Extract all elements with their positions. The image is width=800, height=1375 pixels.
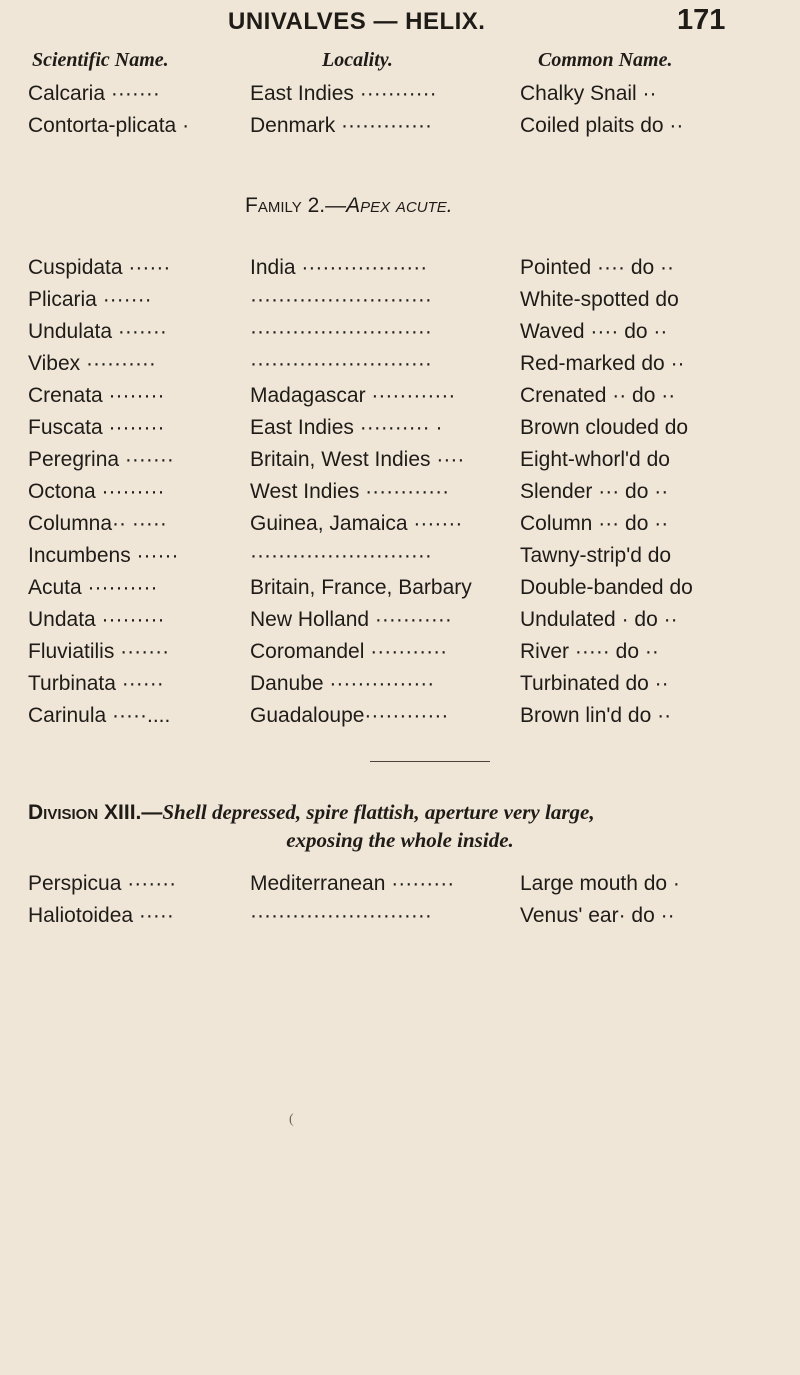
table-row	[0, 512, 800, 544]
section-divider	[370, 761, 490, 762]
division-description-continued: exposing the whole inside.	[286, 828, 514, 852]
running-head	[0, 2, 800, 42]
family-name: Apex acute.	[346, 194, 453, 217]
common-name: Coiled plaits do ··	[520, 114, 684, 137]
family-label: Family 2.—	[245, 194, 347, 217]
locality: India ··················	[250, 256, 428, 279]
scientific-name: Acuta ··········	[28, 576, 158, 599]
table-row	[0, 872, 800, 904]
scientific-name: Undata ·········	[28, 608, 165, 631]
table-row	[0, 320, 800, 352]
common-name: Tawny-strip'd do	[520, 544, 672, 567]
scientific-name: Fluviatilis ·······	[28, 640, 170, 663]
scientific-name: Cuspidata ······	[28, 256, 171, 279]
scientific-name: Vibex ··········	[28, 352, 156, 375]
family-heading	[245, 194, 453, 218]
common-name: River ····· do ··	[520, 640, 659, 663]
scientific-name: Perspicua ·······	[28, 872, 177, 895]
locality: Danube ···············	[250, 672, 435, 695]
common-name: Column ··· do ··	[520, 512, 669, 535]
scientific-name: Haliotoidea ·····	[28, 904, 174, 927]
stray-mark: (	[289, 1112, 294, 1127]
common-name: Eight-whorl'd do	[520, 448, 670, 471]
common-name: Pointed ···· do ··	[520, 256, 675, 279]
common-name: White-spotted do	[520, 288, 679, 311]
scientific-name: Octona ·········	[28, 480, 165, 503]
common-name: Red-marked do ··	[520, 352, 685, 375]
scientific-name: Plicaria ·······	[28, 288, 152, 311]
column-header-common: Common Name.	[538, 49, 673, 71]
table-row	[0, 384, 800, 416]
common-name: Brown lin'd do ··	[520, 704, 672, 727]
scientific-name: Calcaria ·······	[28, 82, 160, 105]
scientific-name: Turbinata ······	[28, 672, 164, 695]
column-header-locality: Locality.	[322, 49, 393, 71]
table-row	[0, 544, 800, 576]
division-heading	[28, 796, 788, 829]
locality: Britain, France, Barbary	[250, 576, 472, 599]
table-row	[0, 480, 800, 512]
table-row	[0, 256, 800, 288]
locality: New Holland ···········	[250, 608, 452, 631]
table-row	[0, 288, 800, 320]
table-row	[0, 352, 800, 384]
common-name: Double-banded do	[520, 576, 693, 599]
common-name: Crenated ·· do ··	[520, 384, 676, 407]
common-name: Waved ···· do ··	[520, 320, 668, 343]
locality: West Indies ············	[250, 480, 450, 503]
table-row	[0, 672, 800, 704]
scientific-name: Undulata ·······	[28, 320, 167, 343]
table-row	[0, 576, 800, 608]
table-row	[0, 904, 800, 936]
division-description: Shell depressed, spire flattish, aperture very large,	[162, 800, 595, 824]
common-name: Slender ··· do ··	[520, 480, 669, 503]
scientific-name: Carinula ·····....	[28, 704, 171, 727]
locality: ··························	[250, 544, 432, 567]
table-row	[0, 704, 800, 736]
table-row	[0, 448, 800, 480]
page-number: 171	[677, 4, 726, 36]
locality: Guadaloupe············	[250, 704, 449, 727]
table-row	[0, 416, 800, 448]
common-name: Turbinated do ··	[520, 672, 669, 695]
column-header-scientific: Scientific Name.	[32, 49, 169, 71]
table-row	[0, 82, 800, 114]
common-name: Undulated · do ··	[520, 608, 678, 631]
common-name: Chalky Snail ··	[520, 82, 657, 105]
locality: Denmark ·············	[250, 114, 432, 137]
common-name: Large mouth do ·	[520, 872, 680, 895]
table-row	[0, 114, 800, 146]
locality: ··························	[250, 904, 432, 927]
scientific-name: Peregrina ·······	[28, 448, 174, 471]
table-row	[0, 608, 800, 640]
locality: Guinea, Jamaica ·······	[250, 512, 463, 535]
scientific-name: Contorta-plicata ·	[28, 114, 190, 137]
locality: ··························	[250, 352, 432, 375]
table-row	[0, 640, 800, 672]
scientific-name: Columna·· ·····	[28, 512, 167, 535]
division-label: Division XIII.—	[28, 801, 163, 824]
locality: Coromandel ···········	[250, 640, 448, 663]
scientific-name: Incumbens ······	[28, 544, 179, 567]
locality: East Indies ···········	[250, 82, 437, 105]
locality: ··························	[250, 320, 432, 343]
common-name: Venus' ear· do ··	[520, 904, 675, 927]
scientific-name: Crenata ········	[28, 384, 165, 407]
locality: East Indies ·········· ·	[250, 416, 443, 439]
common-name: Brown clouded do	[520, 416, 689, 439]
running-title: UNIVALVES — HELIX.	[228, 8, 486, 35]
locality: Britain, West Indies ····	[250, 448, 465, 471]
locality: ··························	[250, 288, 432, 311]
locality: Mediterranean ·········	[250, 872, 455, 895]
scientific-name: Fuscata ········	[28, 416, 165, 439]
locality: Madagascar ············	[250, 384, 456, 407]
